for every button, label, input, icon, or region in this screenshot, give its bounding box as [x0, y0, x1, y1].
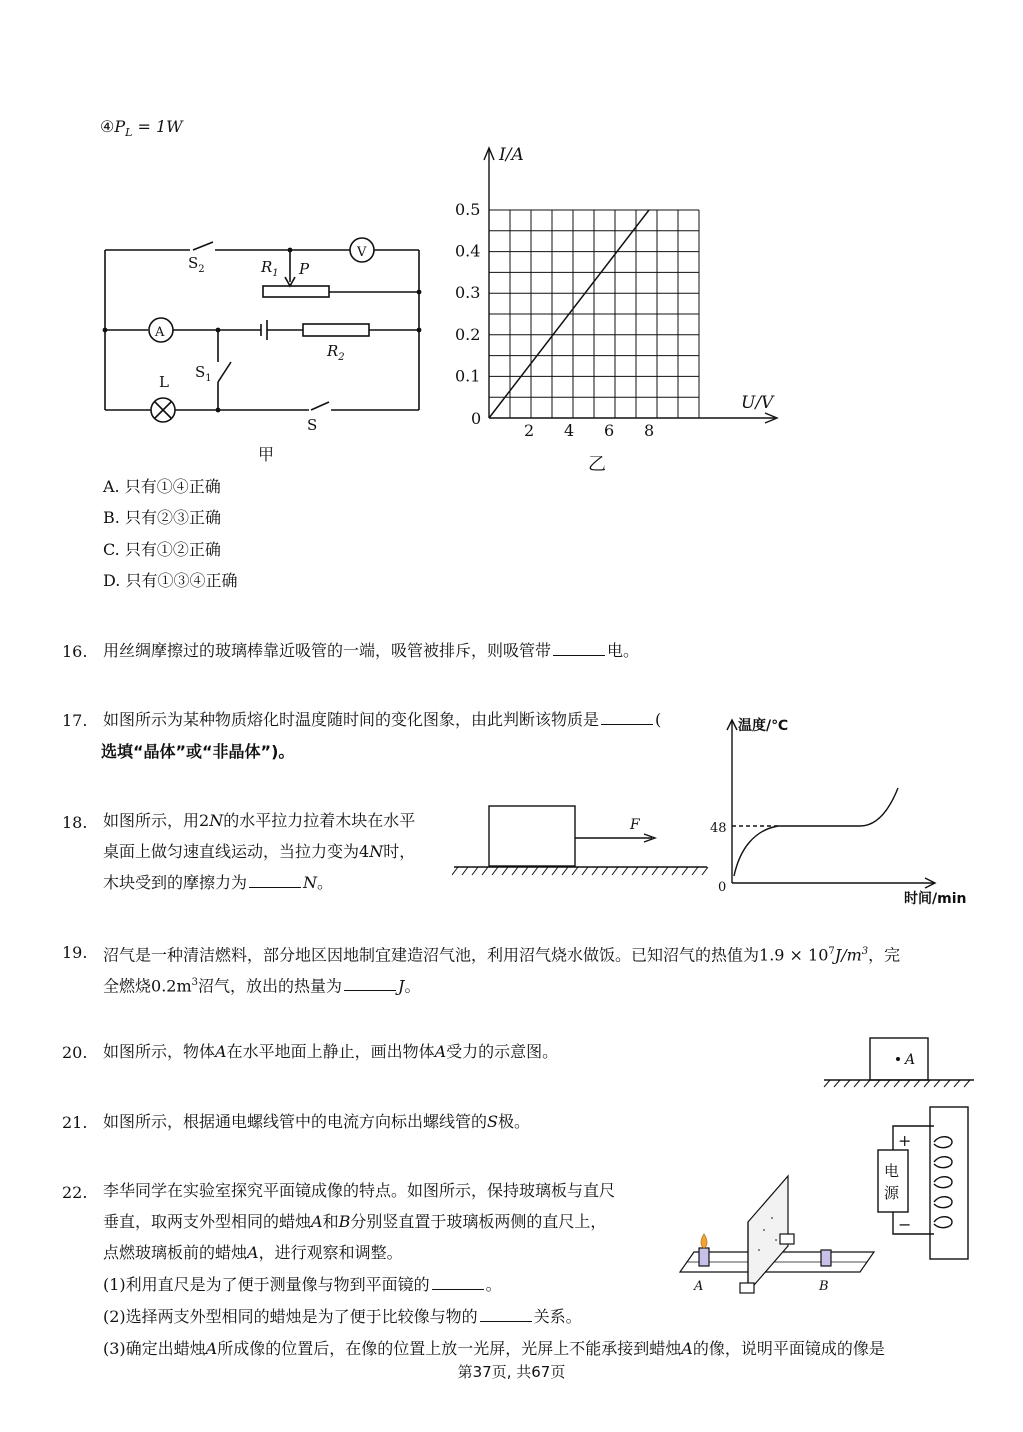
r2-label: $R_2$ [327, 342, 345, 363]
q18-number: 18. [62, 813, 88, 832]
x-tick-label: 4 [564, 421, 575, 440]
q20-number: 20. [62, 1043, 88, 1062]
q22-number: 22. [62, 1183, 88, 1202]
candle-a-label: A [694, 1279, 704, 1294]
r1-label: $R_1$ [261, 258, 279, 279]
q16-text: 用丝绸摩擦过的玻璃棒靠近吸管的一端，吸管被排斥，则吸管带 电。 [103, 641, 640, 660]
q17-number: 17. [62, 711, 88, 730]
x-tick-label: 6 [604, 421, 615, 440]
q20-text: 如图所示，物体A在水平地面上静止，画出物体A受力的示意图。 [103, 1042, 559, 1061]
y-tick-label: 0.3 [455, 283, 481, 303]
y-tick-label: 0.4 [455, 241, 481, 261]
s2-label: $S_2$ [188, 254, 205, 275]
melting-graph [700, 708, 980, 913]
power-label-2: 源 [884, 1184, 900, 1202]
q18-line1: 如图所示，用2N的水平拉力拉着木块在水平 [103, 811, 416, 830]
time-axis-label: 时间/min [904, 891, 967, 907]
q19-line2: 全燃烧$0.2m^3$沼气，放出的热量为 J。 [103, 976, 421, 996]
q16-number: 16. [62, 642, 88, 661]
option-a[interactable]: A. 只有①④正确 [103, 477, 221, 496]
y-tick-label: 0.1 [455, 366, 481, 386]
q22-sub3: (3)确定出蜡烛A所成像的位置后，在像的位置上放一光屏，光屏上不能承接到蜡烛A的像，说明平面镜成的像是 [103, 1339, 885, 1358]
circuit-diagram [95, 232, 435, 472]
melt-origin: 0 [718, 880, 727, 895]
y-axis-label: I/A [499, 145, 524, 165]
q16-blank[interactable] [553, 641, 605, 656]
option-b[interactable]: B. 只有②③正确 [103, 508, 221, 527]
plus-sign: + [898, 1131, 912, 1150]
origin-label: 0 [471, 409, 482, 428]
x-tick-label: 8 [644, 421, 655, 440]
minus-sign: − [898, 1215, 912, 1234]
x-axis-label: U/V [741, 393, 774, 413]
object-a-figure [822, 1034, 977, 1094]
option-c[interactable]: C. 只有①②正确 [103, 540, 221, 559]
iu-chart [445, 138, 790, 478]
q19-line1: 沼气是一种清洁燃料，部分地区因地制宜建造沼气池，利用沼气烧水做饭。已知沼气的热值为$1.9 \times 10^7J/m^3$，完 [103, 945, 901, 965]
q22-sub2: (2)选择两支外型相同的蜡烛是为了便于比较像与物的 关系。 [103, 1307, 582, 1326]
candle-b-label: B [819, 1279, 829, 1294]
force-label: F [630, 817, 640, 833]
q19-blank[interactable] [344, 976, 396, 991]
ammeter-label: A [155, 325, 165, 340]
lamp-label: L [159, 373, 169, 391]
q19-number: 19. [62, 943, 88, 962]
prev-option-4: $④P_L = 1W$ [100, 117, 183, 140]
object-a-label: A [905, 1052, 916, 1068]
page-footer: 第37页, 共67页 [457, 1363, 566, 1381]
q17-line2: 选填“晶体”或“非晶体”)。 [101, 742, 295, 761]
option-d[interactable]: D. 只有①③④正确 [103, 571, 238, 590]
solenoid-figure [872, 1104, 977, 1264]
voltmeter-label: V [357, 245, 367, 260]
p-label: P [299, 260, 310, 278]
s1-label: $S_1$ [195, 363, 212, 384]
q18-line3: 木块受到的摩擦力为 N。 [103, 873, 334, 892]
q22-blank-1[interactable] [432, 1275, 484, 1290]
q22-line1: 李华同学在实验室探究平面镜成像的特点。如图所示，保持玻璃板与直尺 [103, 1181, 616, 1200]
q21-text: 如图所示，根据通电螺线管中的电流方向标出螺线管的S极。 [103, 1112, 530, 1131]
q18-line2: 桌面上做匀速直线运动，当拉力变为4N时， [103, 842, 416, 861]
q22-blank-2[interactable] [480, 1307, 532, 1322]
q22-line3: 点燃玻璃板前的蜡烛A，进行观察和调整。 [103, 1243, 403, 1262]
q17-line1: 如图所示为某种物质熔化时温度随时间的变化图象，由此判断该物质是 ( [103, 710, 662, 729]
chart-caption: 乙 [588, 454, 606, 475]
y-tick-label: 0.5 [455, 200, 481, 219]
x-tick-label: 2 [524, 421, 535, 440]
s-label: S [307, 416, 318, 434]
y-tick-label: 0.2 [455, 324, 481, 344]
q21-number: 21. [62, 1113, 88, 1132]
circuit-caption: 甲 [258, 445, 275, 464]
q17-blank[interactable] [601, 710, 653, 725]
block-figure [452, 804, 712, 882]
q22-line2: 垂直，取两支外型相同的蜡烛A和B分别竖直置于玻璃板两侧的直尺上， [103, 1212, 607, 1231]
temp-48-label: 48 [710, 821, 727, 836]
q18-blank[interactable] [249, 873, 301, 888]
mirror-experiment-figure [664, 1170, 884, 1300]
power-label-1: 电 [884, 1162, 900, 1180]
q22-sub1: (1)利用直尺是为了便于测量像与物到平面镜的 。 [103, 1275, 502, 1294]
temp-axis-label: 温度/℃ [738, 718, 789, 734]
